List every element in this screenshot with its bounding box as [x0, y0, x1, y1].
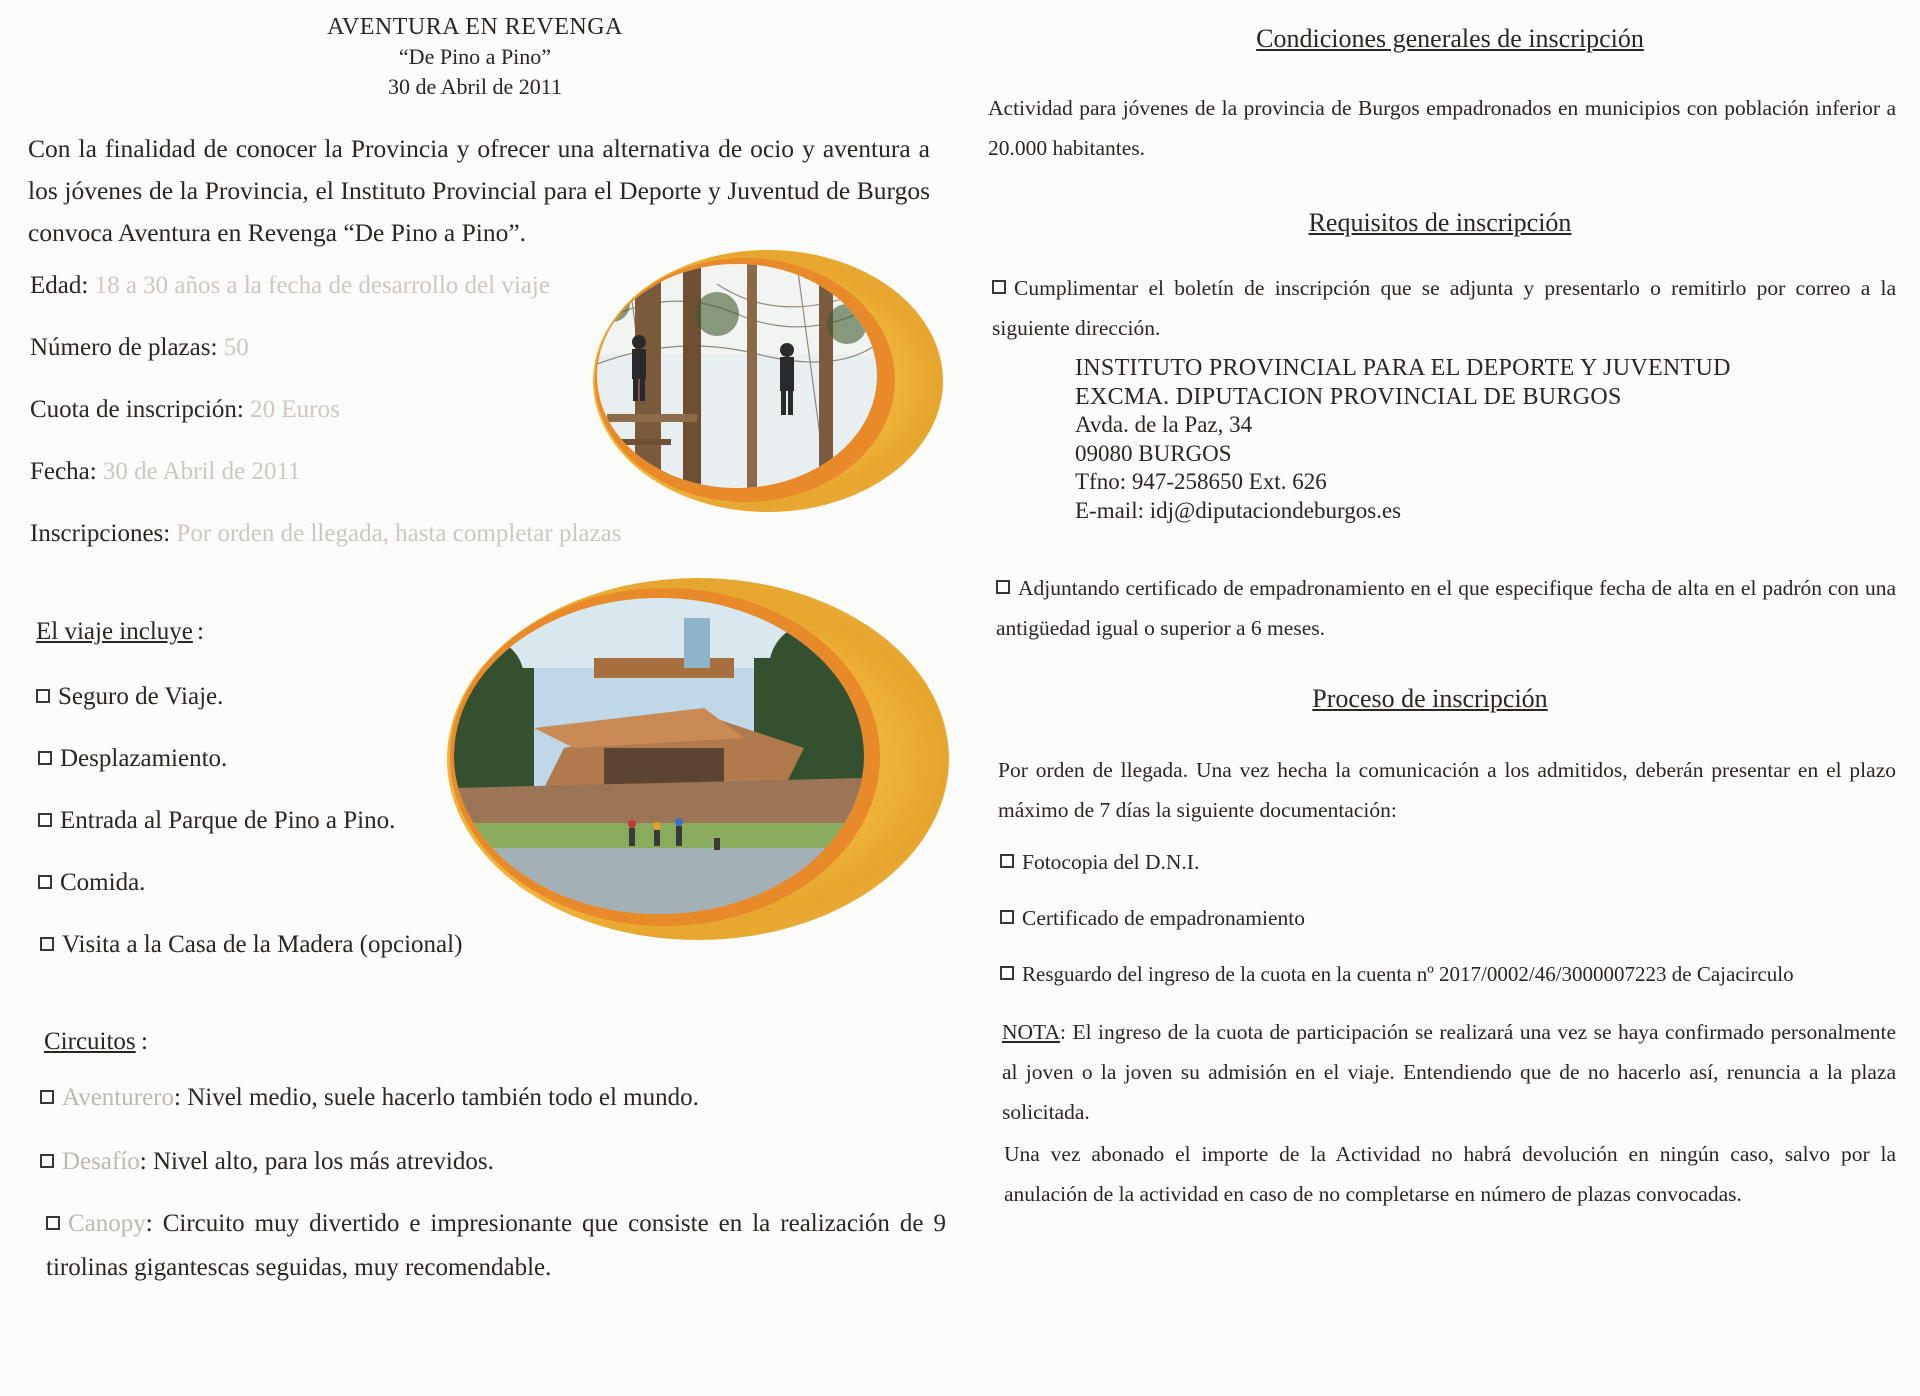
circuit-item [40, 1076, 955, 1120]
address-line: EXCMA. DIPUTACION PROVINCIAL DE BURGOS [1075, 383, 1622, 410]
circuit-desc: : Nivel medio, suele hacerlo también todo el mundo. [174, 1084, 699, 1111]
title-block [280, 12, 670, 102]
forest-adventure-image [597, 264, 877, 488]
nota-paragraph [1002, 1012, 1896, 1132]
include-item: Visita a la Casa de la Madera (opcional) [40, 924, 462, 966]
field-value: 18 a 30 años a la fecha de desarrollo del viaje [94, 272, 550, 299]
circuit-desc: : Nivel alto, para los más atrevidos. [139, 1148, 494, 1175]
requirements-heading: Requisitos de inscripción [1308, 208, 1572, 237]
checkbox-bullet-icon [1000, 910, 1014, 924]
photo-casa-madera [442, 578, 952, 944]
checkbox-bullet-icon [40, 1154, 54, 1168]
requirement-item: Adjuntando certificado de empadronamiento en el que especifique fecha de alta en el padrón con una antigüedad igual o superior a 6 meses. [996, 576, 1896, 640]
field-label: Número de plazas: [30, 334, 218, 361]
address-line: E-mail: idj@diputaciondeburgos.es [1075, 497, 1402, 523]
document-item: Fotocopia del D.N.I. [1000, 842, 1890, 882]
circuit-name: Desafío [62, 1148, 140, 1175]
checkbox-bullet-icon [46, 1216, 60, 1230]
field-places [30, 334, 249, 362]
field-label: Fecha: [30, 458, 97, 485]
checkbox-bullet-icon [996, 580, 1010, 594]
checkbox-bullet-icon [38, 875, 52, 889]
field-label: Edad: [30, 272, 89, 299]
requirement-item: Cumplimentar el boletín de inscripción que se adjunta y presentarlo o remitirlo por correo a la siguiente dirección. [992, 276, 1896, 340]
refund-paragraph: Una vez abonado el importe de la Actividad no habrá devolución en ningún caso, salvo por la anulación de la actividad en caso de no completarse en número de plazas convocadas. [1004, 1142, 1896, 1206]
includes-heading-colon: : [197, 618, 204, 645]
intro-paragraph: Con la finalidad de conocer la Provincia y ofrecer una alternativa de ocio y aventura a los jóvenes de la Provincia, el Instituto Provincial para el Deporte y Juventud de Burgos convoca Aventura en Revenga “De Pino a Pino”. [28, 134, 930, 247]
photo-ziplines [585, 250, 945, 515]
flyer-title: AVENTURA EN REVENGA [327, 14, 623, 40]
checkbox-bullet-icon [1000, 854, 1014, 868]
circuit-desc: : Circuito muy divertido e impresionante que consiste en la realización de 9 tirolinas gigantescas seguidas, muy recomendable. [46, 1210, 946, 1281]
include-item: Comida. [38, 862, 145, 904]
checkbox-bullet-icon [40, 1090, 54, 1104]
field-value: 30 de Abril de 2011 [102, 458, 301, 485]
address-line: 09080 BURGOS [1075, 440, 1232, 466]
circuit-item [40, 1140, 955, 1184]
address-line: Tfno: 947-258650 Ext. 626 [1075, 469, 1327, 494]
field-value: Por orden de llegada, hasta completar plazas [176, 520, 622, 547]
include-item: Desplazamiento. [38, 738, 227, 780]
field-date [30, 458, 301, 486]
field-value: 50 [223, 334, 249, 361]
building-image [454, 598, 864, 914]
checkbox-bullet-icon [38, 813, 52, 827]
circuit-name: Canopy [68, 1210, 146, 1237]
includes-heading: El viaje incluye [36, 618, 193, 645]
conditions-heading: Condiciones generales de inscripción [1256, 24, 1644, 53]
field-registration [30, 520, 621, 548]
field-fee [30, 396, 340, 424]
process-heading: Proceso de inscripción [1312, 684, 1548, 713]
checkbox-bullet-icon [992, 280, 1006, 294]
nota-text: : El ingreso de la cuota de participación se realizará una vez se haya confirmado personalmente al joven o la joven su admisión en el viaje. Entendiendo que de no hacerlo así, renuncia a la plaza solicitada. [1002, 1020, 1896, 1124]
circuits-heading-colon: : [141, 1028, 148, 1055]
document-item: Certificado de empadronamiento [1000, 898, 1890, 938]
include-item: Entrada al Parque de Pino a Pino. [38, 800, 395, 842]
field-label: Cuota de inscripción: [30, 396, 244, 423]
checkbox-bullet-icon [40, 937, 54, 951]
process-text: Por orden de llegada. Una vez hecha la comunicación a los admitidos, deberán presentar en el plazo máximo de 7 días la siguiente documentación: [998, 758, 1896, 822]
flyer-date: 30 de Abril de 2011 [388, 74, 562, 99]
circuit-item [46, 1202, 946, 1290]
field-age [30, 272, 550, 300]
address-block [1075, 354, 1731, 525]
conditions-text: Actividad para jóvenes de la provincia de Burgos empadronados en municipios con población inferior a 20.000 habitantes. [988, 96, 1896, 160]
circuit-name: Aventurero [62, 1084, 174, 1111]
nota-label: NOTA [1002, 1020, 1060, 1044]
checkbox-bullet-icon [36, 689, 50, 703]
document-item: Resguardo del ingreso de la cuota en la cuenta nº 2017/0002/46/3000007223 de Cajacirculo [1000, 954, 1900, 994]
address-line: Avda. de la Paz, 34 [1075, 412, 1253, 437]
include-item: Seguro de Viaje. [36, 676, 223, 718]
circuits-heading: Circuitos [44, 1028, 136, 1055]
address-line: INSTITUTO PROVINCIAL PARA EL DEPORTE Y JUVENTUD [1075, 355, 1731, 381]
flyer-subtitle: “De Pino a Pino” [398, 44, 552, 69]
field-value: 20 Euros [250, 396, 340, 423]
checkbox-bullet-icon [1000, 966, 1014, 980]
field-label: Inscripciones: [30, 520, 171, 547]
checkbox-bullet-icon [38, 751, 52, 765]
